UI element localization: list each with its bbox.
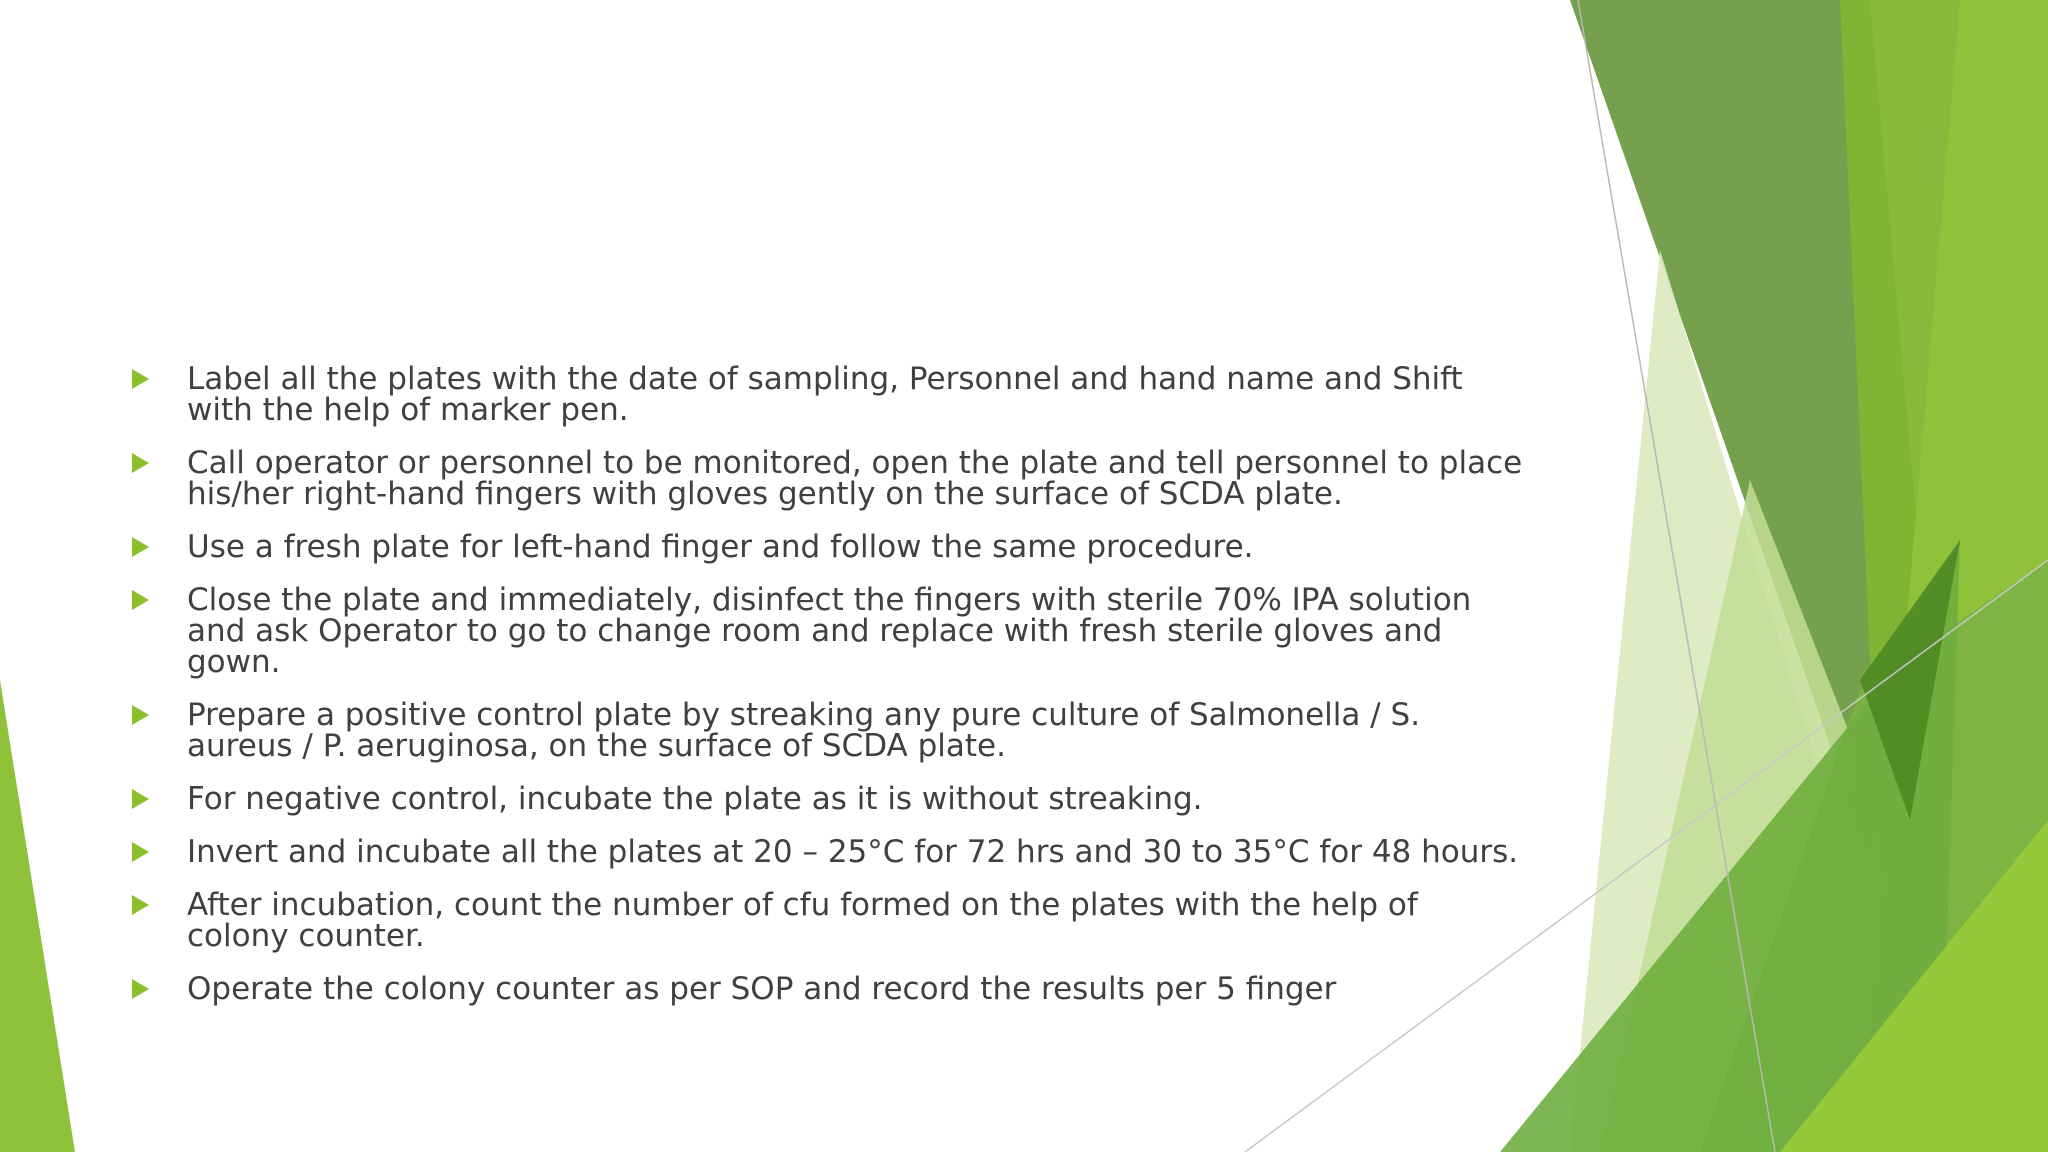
bullet-list <box>128 361 1528 1027</box>
triangle-right-icon <box>132 895 149 915</box>
bullet-item <box>128 529 1528 565</box>
triangle-right-icon <box>132 590 149 610</box>
bullet-item <box>128 834 1528 870</box>
bullet-text: Operate the colony counter as per SOP and record the results per 5 finger <box>187 971 1337 1007</box>
triangle-right-icon <box>132 453 149 473</box>
bullet-text: Label all the plates with the date of sampling, Personnel and hand name and Shift with the help of marker pen. <box>187 361 1463 428</box>
bullet-item <box>128 582 1528 680</box>
bullet-item <box>128 697 1528 764</box>
triangle-right-icon <box>132 842 149 862</box>
bullet-item <box>128 971 1528 1007</box>
bullet-text: Use a fresh plate for left-hand finger and follow the same procedure. <box>187 529 1254 565</box>
bullet-text: Invert and incubate all the plates at 20 – 25°C for 72 hrs and 30 to 35°C for 48 hours. <box>187 834 1519 870</box>
bullet-item <box>128 361 1528 428</box>
triangle-right-icon <box>132 537 149 557</box>
triangle-right-icon <box>132 705 149 725</box>
bullet-text: For negative control, incubate the plate as it is without streaking. <box>187 781 1203 817</box>
bullet-text: Close the plate and immediately, disinfect the fingers with sterile 70% IPA solution and ask Operator to go to change room and replace with fresh sterile gloves and gown. <box>187 582 1472 680</box>
triangle-right-icon <box>132 979 149 999</box>
bullet-item <box>128 445 1528 512</box>
triangle-right-icon <box>132 369 149 389</box>
bullet-text: After incubation, count the number of cfu formed on the plates with the help of colony counter. <box>187 887 1418 954</box>
bullet-text: Call operator or personnel to be monitored, open the plate and tell personnel to place his/her right-hand fingers with gloves gently on the surface of SCDA plate. <box>187 445 1523 512</box>
bullet-text: Prepare a positive control plate by streaking any pure culture of Salmonella / S. aureus / P. aeruginosa, on the surface of SCDA plate. <box>187 697 1421 764</box>
bullet-item <box>128 887 1528 954</box>
triangle-right-icon <box>132 789 149 809</box>
bullet-item <box>128 781 1528 817</box>
